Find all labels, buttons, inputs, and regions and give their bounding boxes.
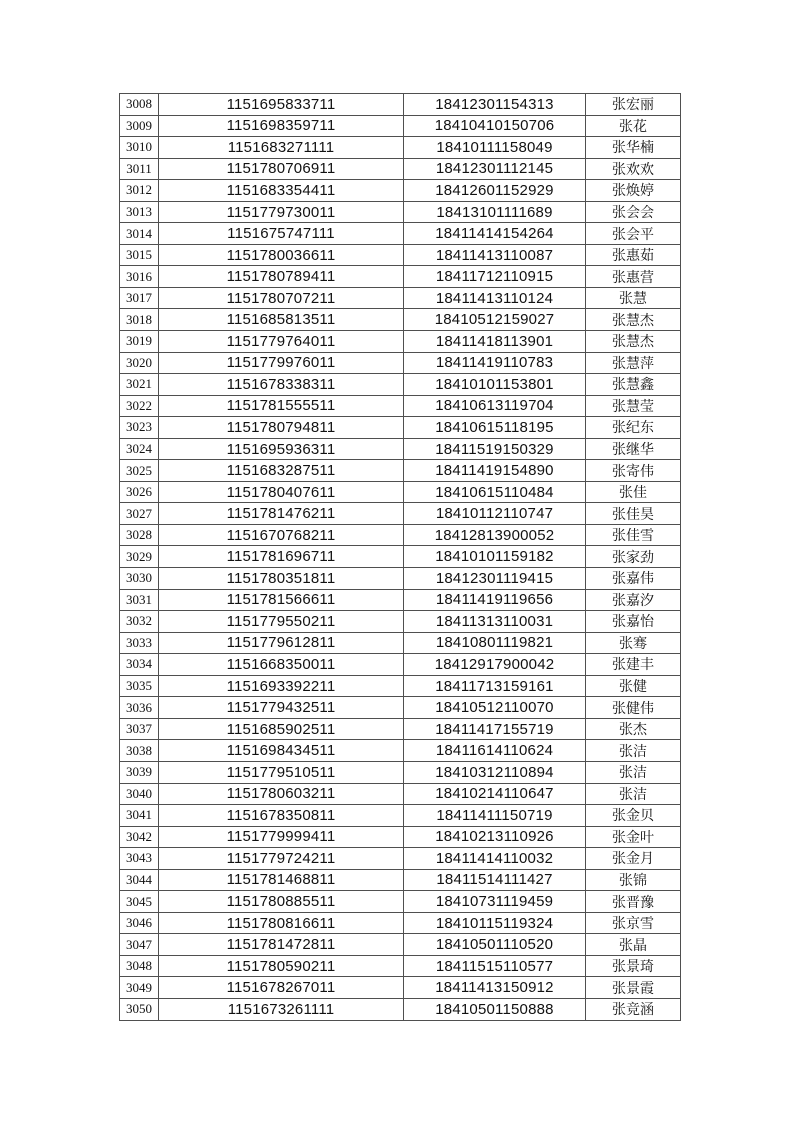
name-cell: 张杰 (586, 718, 681, 740)
row-index-cell: 3025 (120, 460, 159, 482)
code-number-cell: 1151683287511 (159, 460, 404, 482)
row-index-cell: 3020 (120, 352, 159, 374)
table-row (120, 805, 681, 827)
row-index-cell: 3032 (120, 611, 159, 633)
code-number-cell: 1151780816611 (159, 912, 404, 934)
table-row (120, 331, 681, 353)
exam-number-cell: 18410111158049 (404, 137, 586, 159)
table-row (120, 158, 681, 180)
table-row (120, 761, 681, 783)
row-index-cell: 3030 (120, 568, 159, 590)
name-cell: 张京雪 (586, 912, 681, 934)
table-row (120, 503, 681, 525)
name-cell: 张洁 (586, 761, 681, 783)
table-row (120, 611, 681, 633)
row-index-cell: 3015 (120, 244, 159, 266)
row-index-cell: 3037 (120, 718, 159, 740)
exam-number-cell: 18410312110894 (404, 761, 586, 783)
row-index-cell: 3041 (120, 805, 159, 827)
code-number-cell: 1151693392211 (159, 675, 404, 697)
code-number-cell: 1151780351811 (159, 568, 404, 590)
row-index-cell: 3028 (120, 524, 159, 546)
row-index-cell: 3042 (120, 826, 159, 848)
exam-number-cell: 18411417155719 (404, 718, 586, 740)
roster-table-body (120, 94, 681, 1021)
table-row (120, 524, 681, 546)
row-index-cell: 3016 (120, 266, 159, 288)
row-index-cell: 3035 (120, 675, 159, 697)
exam-number-cell: 18412917900042 (404, 654, 586, 676)
row-index-cell: 3013 (120, 201, 159, 223)
code-number-cell: 1151781468811 (159, 869, 404, 891)
name-cell: 张慧鑫 (586, 374, 681, 396)
exam-number-cell: 18411413110087 (404, 244, 586, 266)
code-number-cell: 1151780603211 (159, 783, 404, 805)
row-index-cell: 3029 (120, 546, 159, 568)
code-number-cell: 1151698434511 (159, 740, 404, 762)
row-index-cell: 3031 (120, 589, 159, 611)
row-index-cell: 3039 (120, 761, 159, 783)
row-index-cell: 3043 (120, 848, 159, 870)
exam-number-cell: 18411614110624 (404, 740, 586, 762)
name-cell: 张花 (586, 115, 681, 137)
table-row (120, 137, 681, 159)
exam-number-cell: 18411414154264 (404, 223, 586, 245)
exam-number-cell: 18410801119821 (404, 632, 586, 654)
exam-number-cell: 18411419110783 (404, 352, 586, 374)
exam-number-cell: 18410213110926 (404, 826, 586, 848)
name-cell: 张纪东 (586, 417, 681, 439)
table-row (120, 675, 681, 697)
name-cell: 张佳雪 (586, 524, 681, 546)
name-cell: 张惠茹 (586, 244, 681, 266)
name-cell: 张洁 (586, 783, 681, 805)
row-index-cell: 3044 (120, 869, 159, 891)
name-cell: 张华楠 (586, 137, 681, 159)
table-row (120, 848, 681, 870)
name-cell: 张健伟 (586, 697, 681, 719)
code-number-cell: 1151779999411 (159, 826, 404, 848)
row-index-cell: 3045 (120, 891, 159, 913)
table-row (120, 955, 681, 977)
row-index-cell: 3021 (120, 374, 159, 396)
exam-number-cell: 18411313110031 (404, 611, 586, 633)
name-cell: 张嘉伟 (586, 568, 681, 590)
exam-number-cell: 18412813900052 (404, 524, 586, 546)
table-row (120, 266, 681, 288)
code-number-cell: 1151780706911 (159, 158, 404, 180)
row-index-cell: 3010 (120, 137, 159, 159)
code-number-cell: 1151781472811 (159, 934, 404, 956)
name-cell: 张惠营 (586, 266, 681, 288)
exam-number-cell: 18410115119324 (404, 912, 586, 934)
exam-number-cell: 18411413150912 (404, 977, 586, 999)
name-cell: 张慧杰 (586, 331, 681, 353)
table-row (120, 244, 681, 266)
exam-number-cell: 18411515110577 (404, 955, 586, 977)
table-row (120, 352, 681, 374)
exam-number-cell: 18410615110484 (404, 481, 586, 503)
row-index-cell: 3012 (120, 180, 159, 202)
code-number-cell: 1151779724211 (159, 848, 404, 870)
row-index-cell: 3014 (120, 223, 159, 245)
table-row (120, 632, 681, 654)
code-number-cell: 1151678350811 (159, 805, 404, 827)
table-row (120, 912, 681, 934)
name-cell: 张佳 (586, 481, 681, 503)
name-cell: 张寄伟 (586, 460, 681, 482)
name-cell: 张宏丽 (586, 94, 681, 116)
table-row (120, 568, 681, 590)
table-row (120, 223, 681, 245)
table-row (120, 998, 681, 1020)
code-number-cell: 1151695936311 (159, 438, 404, 460)
table-row (120, 438, 681, 460)
code-number-cell: 1151675747111 (159, 223, 404, 245)
code-number-cell: 1151780590211 (159, 955, 404, 977)
exam-number-cell: 18411413110124 (404, 287, 586, 309)
code-number-cell: 1151685813511 (159, 309, 404, 331)
exam-number-cell: 18410501110520 (404, 934, 586, 956)
row-index-cell: 3017 (120, 287, 159, 309)
code-number-cell: 1151678338311 (159, 374, 404, 396)
code-number-cell: 1151779612811 (159, 632, 404, 654)
table-row (120, 869, 681, 891)
exam-number-cell: 18412301154313 (404, 94, 586, 116)
row-index-cell: 3050 (120, 998, 159, 1020)
exam-number-cell: 18410101159182 (404, 546, 586, 568)
exam-number-cell: 18411418113901 (404, 331, 586, 353)
code-number-cell: 1151779764011 (159, 331, 404, 353)
name-cell: 张焕婷 (586, 180, 681, 202)
roster-table (119, 93, 681, 1021)
name-cell: 张慧莹 (586, 395, 681, 417)
row-index-cell: 3034 (120, 654, 159, 676)
table-row (120, 481, 681, 503)
code-number-cell: 1151779976011 (159, 352, 404, 374)
table-row (120, 718, 681, 740)
table-row (120, 934, 681, 956)
row-index-cell: 3024 (120, 438, 159, 460)
table-row (120, 546, 681, 568)
name-cell: 张会会 (586, 201, 681, 223)
name-cell: 张骞 (586, 632, 681, 654)
name-cell: 张锦 (586, 869, 681, 891)
exam-number-cell: 18410214110647 (404, 783, 586, 805)
table-row (120, 740, 681, 762)
row-index-cell: 3047 (120, 934, 159, 956)
name-cell: 张建丰 (586, 654, 681, 676)
code-number-cell: 1151780407611 (159, 481, 404, 503)
code-number-cell: 1151779432511 (159, 697, 404, 719)
row-index-cell: 3049 (120, 977, 159, 999)
name-cell: 张嘉怡 (586, 611, 681, 633)
exam-number-cell: 18410512110070 (404, 697, 586, 719)
exam-number-cell: 18411419154890 (404, 460, 586, 482)
table-row (120, 287, 681, 309)
exam-number-cell: 18411414110032 (404, 848, 586, 870)
code-number-cell: 1151779510511 (159, 761, 404, 783)
code-number-cell: 1151781566611 (159, 589, 404, 611)
row-index-cell: 3023 (120, 417, 159, 439)
code-number-cell: 1151780707211 (159, 287, 404, 309)
name-cell: 张金月 (586, 848, 681, 870)
name-cell: 张慧杰 (586, 309, 681, 331)
row-index-cell: 3038 (120, 740, 159, 762)
row-index-cell: 3036 (120, 697, 159, 719)
name-cell: 张金贝 (586, 805, 681, 827)
exam-number-cell: 18410613119704 (404, 395, 586, 417)
exam-number-cell: 18411712110915 (404, 266, 586, 288)
code-number-cell: 1151781555511 (159, 395, 404, 417)
code-number-cell: 1151683271111 (159, 137, 404, 159)
code-number-cell: 1151780789411 (159, 266, 404, 288)
name-cell: 张金叶 (586, 826, 681, 848)
name-cell: 张会平 (586, 223, 681, 245)
table-row (120, 374, 681, 396)
exam-number-cell: 18413101111689 (404, 201, 586, 223)
name-cell: 张继华 (586, 438, 681, 460)
name-cell: 张慧 (586, 287, 681, 309)
table-row (120, 891, 681, 913)
table-row (120, 589, 681, 611)
code-number-cell: 1151695833711 (159, 94, 404, 116)
code-number-cell: 1151780036611 (159, 244, 404, 266)
exam-number-cell: 18411514111427 (404, 869, 586, 891)
row-index-cell: 3018 (120, 309, 159, 331)
row-index-cell: 3026 (120, 481, 159, 503)
exam-number-cell: 18410101153801 (404, 374, 586, 396)
row-index-cell: 3009 (120, 115, 159, 137)
table-row (120, 783, 681, 805)
name-cell: 张晋豫 (586, 891, 681, 913)
name-cell: 张景霞 (586, 977, 681, 999)
name-cell: 张佳昊 (586, 503, 681, 525)
table-row (120, 654, 681, 676)
code-number-cell: 1151668350011 (159, 654, 404, 676)
code-number-cell: 1151698359711 (159, 115, 404, 137)
name-cell: 张洁 (586, 740, 681, 762)
exam-number-cell: 18411411150719 (404, 805, 586, 827)
name-cell: 张景琦 (586, 955, 681, 977)
table-row (120, 826, 681, 848)
row-index-cell: 3040 (120, 783, 159, 805)
table-row (120, 460, 681, 482)
code-number-cell: 1151779550211 (159, 611, 404, 633)
code-number-cell: 1151780794811 (159, 417, 404, 439)
name-cell: 张欢欢 (586, 158, 681, 180)
exam-number-cell: 18411419119656 (404, 589, 586, 611)
exam-number-cell: 18411519150329 (404, 438, 586, 460)
exam-number-cell: 18410615118195 (404, 417, 586, 439)
exam-number-cell: 18410731119459 (404, 891, 586, 913)
row-index-cell: 3022 (120, 395, 159, 417)
name-cell: 张健 (586, 675, 681, 697)
row-index-cell: 3019 (120, 331, 159, 353)
row-index-cell: 3008 (120, 94, 159, 116)
code-number-cell: 1151685902511 (159, 718, 404, 740)
table-row (120, 977, 681, 999)
table-row (120, 309, 681, 331)
table-row (120, 201, 681, 223)
name-cell: 张嘉汐 (586, 589, 681, 611)
exam-number-cell: 18410410150706 (404, 115, 586, 137)
row-index-cell: 3046 (120, 912, 159, 934)
table-row (120, 395, 681, 417)
exam-number-cell: 18410512159027 (404, 309, 586, 331)
code-number-cell: 1151678267011 (159, 977, 404, 999)
exam-number-cell: 18410501150888 (404, 998, 586, 1020)
code-number-cell: 1151781696711 (159, 546, 404, 568)
row-index-cell: 3048 (120, 955, 159, 977)
table-row (120, 417, 681, 439)
table-row (120, 697, 681, 719)
code-number-cell: 1151673261111 (159, 998, 404, 1020)
table-row (120, 180, 681, 202)
exam-number-cell: 18412601152929 (404, 180, 586, 202)
name-cell: 张慧萍 (586, 352, 681, 374)
name-cell: 张家劲 (586, 546, 681, 568)
code-number-cell: 1151683354411 (159, 180, 404, 202)
name-cell: 张竞涵 (586, 998, 681, 1020)
code-number-cell: 1151780885511 (159, 891, 404, 913)
exam-number-cell: 18412301112145 (404, 158, 586, 180)
code-number-cell: 1151781476211 (159, 503, 404, 525)
code-number-cell: 1151779730011 (159, 201, 404, 223)
row-index-cell: 3011 (120, 158, 159, 180)
name-cell: 张晶 (586, 934, 681, 956)
table-row (120, 115, 681, 137)
exam-number-cell: 18412301119415 (404, 568, 586, 590)
exam-number-cell: 18411713159161 (404, 675, 586, 697)
code-number-cell: 1151670768211 (159, 524, 404, 546)
row-index-cell: 3027 (120, 503, 159, 525)
table-row (120, 94, 681, 116)
exam-number-cell: 18410112110747 (404, 503, 586, 525)
row-index-cell: 3033 (120, 632, 159, 654)
